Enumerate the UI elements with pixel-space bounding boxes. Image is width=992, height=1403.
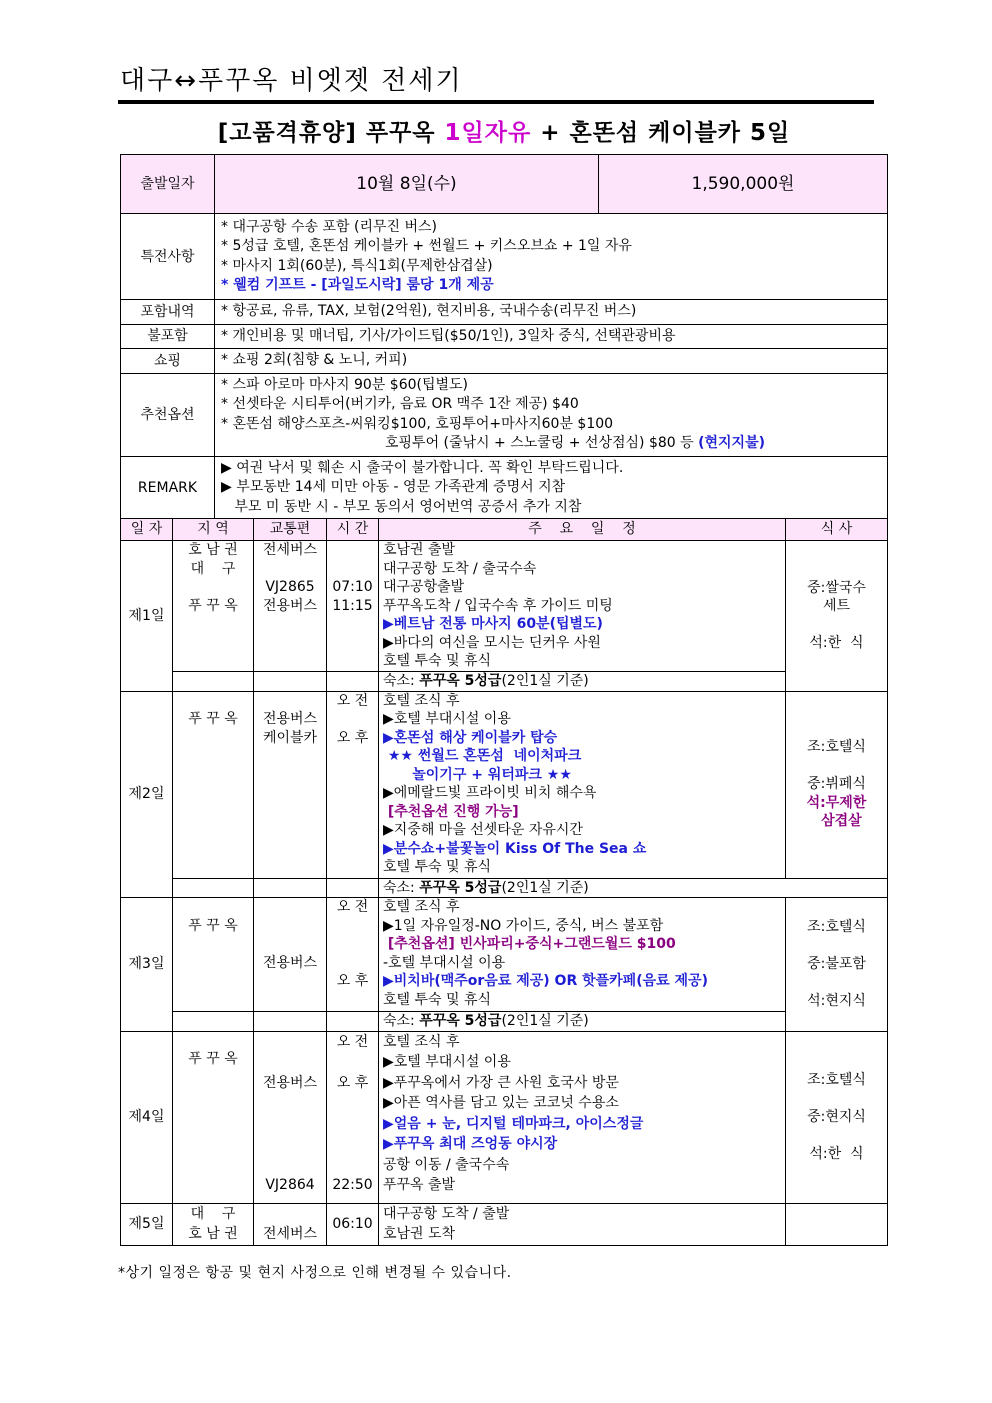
day3-label: 제3일: [121, 898, 173, 1032]
main-title-prefix: [고품격휴양] 푸꾸옥: [217, 120, 445, 146]
day2-itinerary: [379, 691, 786, 878]
day2-stay: 숙소: 푸꾸옥 5성급(2인1실 기준): [379, 878, 888, 898]
day1-label: 제1일: [121, 541, 173, 692]
itinerary-line: ▶지중해 마을 선셋타운 자유시간: [383, 822, 583, 838]
col-header-transport: 교통편: [254, 519, 327, 541]
day4-label: 제4일: [121, 1031, 173, 1203]
col-header-day: 일 자: [121, 519, 173, 541]
itinerary-highlight: ★★ 썬월드 혼똔섬 네이처파크: [383, 748, 582, 764]
shopping-text: * 쇼핑 2회(침향 & 노니, 커피): [215, 349, 888, 374]
onsite-pay: (현지지불): [698, 435, 765, 451]
day1-transport: 전세버스 VJ2865 전용버스: [254, 541, 327, 672]
remark-list: [215, 456, 888, 520]
remark-item: 부모 미 동반 시 - 부모 동의서 영어번역 공증서 추가 지참: [221, 498, 582, 515]
itinerary-highlight: ▶비치바(맥주or음료 제공) OR 핫플카페(음료 제공): [383, 973, 708, 989]
itinerary-option: [추천옵션 진행 가능]: [383, 803, 519, 820]
day2-time: 오 전 오 후: [327, 691, 379, 878]
itinerary-line: 공항 이동 / 출국수속: [383, 1156, 510, 1173]
option-item: * 선셋타운 시티투어(버기카, 음료 OR 맥주 1잔 제공) $40: [221, 396, 579, 412]
day5-itinerary: [379, 1203, 786, 1245]
itinerary-line: 호텔 투숙 및 휴식: [383, 859, 492, 875]
itinerary-line: 호남권 출발: [383, 542, 456, 558]
day2-region: 푸 꾸 옥: [173, 691, 254, 878]
day2-meals: 조:호텔식 중:뷔페식 석:무제한 삼겹살: [786, 691, 888, 878]
exclude-label: 불포함: [121, 324, 215, 349]
itinerary-highlight: 놀이기구 + 워터파크 ★★: [383, 766, 572, 783]
day4-region: 푸 꾸 옥: [173, 1031, 254, 1203]
col-header-time: 시 간: [327, 519, 379, 541]
itinerary-line: 호남권 도착: [383, 1226, 456, 1242]
day3-itinerary: [379, 898, 786, 1012]
header: [118, 60, 874, 104]
exclude-text: * 개인비용 및 매너팁, 기사/가이드팁($50/1인), 3일차 중식, 선택관광비용: [215, 324, 888, 349]
main-title-suffix: + 혼똔섬 케이블카 5일: [531, 120, 791, 146]
itinerary-line: 호텔 조식 후: [383, 692, 460, 709]
itinerary-highlight: ▶혼똔섬 해상 케이블카 탑승: [383, 729, 558, 746]
special-item: * 대구공항 수송 포함 (리무진 버스): [221, 218, 437, 235]
itinerary-line: ▶바다의 여신을 모시는 딘커우 사원: [383, 634, 601, 651]
day4-time: 오 전 오 후 22:50: [327, 1031, 379, 1203]
depart-date: 10월 8일(수): [215, 155, 599, 214]
itinerary-line: 대구공항 도착 / 출국수속: [383, 560, 537, 577]
col-header-meals: 식 사: [786, 519, 888, 541]
itinerary-line: 대구공항출발: [383, 579, 465, 595]
itinerary-line: ▶에메랄드빛 프라이빗 비치 해수욕: [383, 785, 597, 801]
day1-stay: 숙소: 푸꾸옥 5성급(2인1실 기준): [379, 672, 786, 692]
main-title-highlight: 1일자유: [444, 120, 532, 146]
remark-label: REMARK: [121, 456, 215, 520]
header-rule: [118, 100, 874, 104]
itinerary-line: 호텔 조식 후: [383, 899, 460, 915]
info-table: [120, 154, 888, 520]
day4-transport: 전용버스 VJ2864: [254, 1031, 327, 1203]
itinerary-highlight: ▶분수쇼+불꽃놀이 Kiss Of The Sea 쇼: [383, 840, 647, 857]
day3-stay: 숙소: 푸꾸옥 5성급(2인1실 기준): [379, 1012, 786, 1032]
special-item-bold: * 웰컴 기프트 - [과일도시락] 룸당 1개 제공: [221, 277, 494, 293]
option-item-last: 호핑투어 (줄낚시 + 스노쿨링 + 선상점심) $80 등 (현지지불): [385, 435, 765, 451]
day5-label: 제5일: [121, 1203, 173, 1245]
day3-region: 푸 꾸 옥: [173, 898, 254, 1012]
special-item: * 마사지 1회(60분), 특식1회(무제한삼겹살): [221, 257, 493, 274]
remark-item: ▶ 부모동반 14세 미만 아동 - 영문 가족관계 증명서 지참: [221, 479, 566, 495]
day2-transport: 전용버스 케이블카: [254, 691, 327, 878]
header-title: 대구↔푸꾸옥 비엣젯 전세기: [120, 66, 463, 96]
day5-time: 06:10: [327, 1203, 379, 1245]
depart-label: 출발일자: [121, 155, 215, 214]
shopping-label: 쇼핑: [121, 349, 215, 374]
day5-meals: [786, 1203, 888, 1245]
options-label: 추천옵션: [121, 373, 215, 456]
special-label: 특전사항: [121, 214, 215, 300]
itinerary-line: ▶아픈 역사를 담고 있는 코코넛 수용소: [383, 1095, 619, 1111]
footnote: *상기 일정은 항공 및 현지 사정으로 인해 변경될 수 있습니다.: [118, 1265, 512, 1281]
day1-meals: 중:쌀국수 세트 석:한 식: [786, 541, 888, 692]
day1-region: 호 남 권 대 구 푸 꾸 옥: [173, 541, 254, 672]
price: 1,590,000원: [599, 155, 888, 214]
itinerary-line: 푸꾸옥 출발: [383, 1177, 456, 1193]
itinerary-line: 호텔 투숙 및 휴식: [383, 991, 492, 1008]
itinerary-highlight: ▶얼음 + 눈, 디지털 테마파크, 아이스정글: [383, 1115, 644, 1132]
schedule-table: [120, 518, 888, 1246]
day4-meals: 조:호텔식 중:현지식 석:한 식: [786, 1031, 888, 1203]
day3-transport: 전용버스: [254, 898, 327, 1012]
special-list: [215, 214, 888, 300]
col-header-region: 지 역: [173, 519, 254, 541]
day1-time: 07:10 11:15: [327, 541, 379, 672]
itinerary-line: 호텔 조식 후: [383, 1033, 460, 1050]
col-header-itinerary: 주 요 일 정: [379, 519, 786, 541]
itinerary-highlight: ▶푸꾸옥 최대 즈엉동 야시장: [383, 1136, 558, 1152]
option-item: * 혼똔섬 해양스포츠-씨워킹$100, 호핑투어+마사지60분 $100: [221, 415, 614, 432]
day3-time: 오 전 오 후: [327, 898, 379, 1012]
itinerary-line: 호텔 투숙 및 휴식: [383, 653, 492, 669]
day5-region: 대 구 호 남 권: [173, 1203, 254, 1245]
day4-itinerary: [379, 1031, 786, 1203]
include-label: 포함내역: [121, 300, 215, 325]
itinerary-line: ▶1일 자유일정-NO 가이드, 중식, 버스 불포함: [383, 917, 664, 934]
day2-dinner: 석:무제한 삼겹살: [806, 794, 867, 830]
itinerary-highlight: ▶베트남 전통 마사지 60분(팁별도): [383, 616, 603, 632]
day3-meals: 조:호텔식 중:불포함 석:현지식: [786, 898, 888, 1032]
itinerary-line: 대구공항 도착 / 출발: [383, 1206, 510, 1222]
itinerary-line: ▶호텔 부대시설 이용: [383, 711, 511, 727]
itinerary-line: ▶호텔 부대시설 이용: [383, 1054, 511, 1070]
day2-label: 제2일: [121, 691, 173, 898]
day5-transport: 전세버스: [254, 1203, 327, 1245]
day1-itinerary: [379, 541, 786, 672]
itinerary-option: [추천옵션] 빈사파리+중식+그랜드월드 $100: [383, 936, 676, 952]
include-text: * 항공료, 유류, TAX, 보험(2억원), 현지비용, 국내수송(리무진 버스): [215, 300, 888, 325]
itinerary-line: ▶푸꾸옥에서 가장 큰 사원 호국사 방문: [383, 1074, 619, 1091]
remark-item: ▶ 여권 낙서 및 훼손 시 출국이 불가합니다. 꼭 확인 부탁드립니다.: [221, 459, 624, 476]
itinerary-line: 푸꾸옥도착 / 입국수속 후 가이드 미팅: [383, 597, 613, 614]
itinerary-line: -호텔 부대시설 이용: [383, 954, 506, 971]
special-item: * 5성급 호텔, 혼똔섬 케이블카 + 썬월드 + 키스오브쇼 + 1일 자유: [221, 238, 632, 254]
main-title: [120, 114, 888, 147]
options-list: [215, 373, 888, 456]
option-item: * 스파 아로마 마사지 90분 $60(팁별도): [221, 376, 468, 393]
